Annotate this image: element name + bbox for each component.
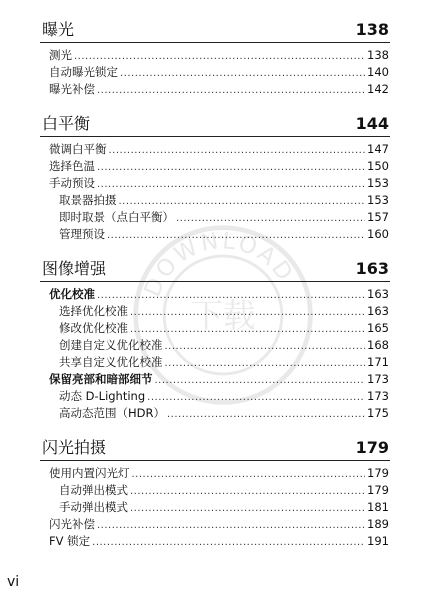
entry-label: FV 锁定 — [49, 534, 91, 548]
dot-leader — [132, 465, 366, 482]
entry-page-number: 150 — [367, 159, 389, 173]
svg-text:下载: 下载 — [190, 296, 256, 335]
section-title: 曝光 — [42, 20, 75, 39]
entry-label: 创建自定义优化校准 — [59, 338, 163, 352]
entry-label: 测光 — [49, 48, 72, 62]
dot-leader — [97, 81, 365, 98]
entry-page-number: 173 — [367, 389, 389, 403]
dot-leader — [176, 209, 365, 226]
dot-leader — [119, 192, 366, 209]
entry-page-number: 157 — [367, 210, 389, 224]
entry-label: 保留亮部和暗部细节 — [49, 372, 153, 386]
toc-section-exposure — [40, 14, 390, 108]
toc-subentry[interactable] — [40, 388, 390, 405]
toc-subentry[interactable] — [40, 482, 390, 499]
section-title: 闪光拍摄 — [42, 438, 107, 457]
dot-leader — [97, 175, 365, 192]
toc-subentry[interactable] — [40, 226, 390, 243]
dot-leader — [97, 158, 365, 175]
dot-leader — [165, 337, 366, 354]
entry-page-number: 147 — [367, 142, 389, 156]
dot-leader — [107, 226, 365, 243]
section-header[interactable] — [40, 14, 390, 43]
entry-label: 修改优化校准 — [59, 321, 128, 335]
dot-leader — [165, 354, 366, 371]
toc-subentry[interactable] — [40, 499, 390, 516]
dot-leader — [120, 64, 365, 81]
toc-subentry[interactable] — [40, 354, 390, 371]
dot-leader — [97, 516, 365, 533]
entry-page-number: 175 — [367, 406, 389, 420]
entry-label: 取景器拍摄 — [59, 193, 117, 207]
dot-leader — [92, 533, 365, 550]
toc-subentry[interactable] — [40, 320, 390, 337]
entry-page-number: 165 — [367, 321, 389, 335]
section-page-number: 179 — [355, 438, 389, 457]
section-title: 图像增强 — [42, 259, 107, 278]
toc-entry[interactable] — [40, 141, 390, 158]
dot-leader — [130, 320, 365, 337]
toc-subentry[interactable] — [40, 405, 390, 422]
entry-page-number: 179 — [367, 483, 389, 497]
svg-text:DOWNLOAD: DOWNLOAD — [139, 228, 300, 301]
entry-page-number: 191 — [367, 534, 389, 548]
dot-leader — [109, 141, 366, 158]
entry-page-number: 173 — [367, 372, 389, 386]
entry-label: 自动曝光锁定 — [49, 65, 118, 79]
toc-entry[interactable] — [40, 516, 390, 533]
entry-page-number: 168 — [367, 338, 389, 352]
entry-page-number: 138 — [367, 48, 389, 62]
section-header[interactable] — [40, 253, 390, 282]
section-page-number: 138 — [355, 20, 389, 39]
toc-entry[interactable] — [40, 175, 390, 192]
entry-page-number: 140 — [367, 65, 389, 79]
entry-label: 动态 D-Lighting — [59, 389, 146, 403]
page-number-footer: vi — [7, 574, 20, 590]
toc-entry[interactable] — [40, 533, 390, 550]
entry-label: 高动态范围（HDR） — [59, 406, 165, 420]
toc-entry[interactable] — [40, 64, 390, 81]
entry-page-number: 160 — [367, 227, 389, 241]
entry-page-number: 189 — [367, 517, 389, 531]
entry-label: 使用内置闪光灯 — [49, 466, 130, 480]
dot-leader — [130, 303, 365, 320]
entry-page-number: 179 — [367, 466, 389, 480]
section-page-number: 163 — [355, 259, 389, 278]
toc-subentry[interactable] — [40, 337, 390, 354]
section-header[interactable] — [40, 432, 390, 461]
entry-label: 微调白平衡 — [49, 142, 107, 156]
toc-entry[interactable] — [40, 465, 390, 482]
entry-label: 自动弹出模式 — [59, 483, 128, 497]
toc-entry[interactable] — [40, 81, 390, 98]
entry-page-number: 153 — [367, 176, 389, 190]
section-title: 白平衡 — [42, 114, 91, 133]
entry-label: 选择优化校准 — [59, 304, 128, 318]
dot-leader — [74, 47, 365, 64]
dot-leader — [130, 499, 365, 516]
section-page-number: 144 — [355, 114, 389, 133]
toc-entry[interactable] — [40, 47, 390, 64]
entry-label: 优化校准 — [49, 287, 95, 301]
dot-leader — [147, 388, 365, 405]
entry-label: 手动预设 — [49, 176, 95, 190]
toc-section-flash — [40, 432, 390, 560]
entry-page-number: 163 — [367, 304, 389, 318]
entry-label: 共享自定义优化校准 — [59, 355, 163, 369]
toc-entry[interactable] — [40, 158, 390, 175]
entry-page-number: 171 — [367, 355, 389, 369]
toc-subentry[interactable] — [40, 303, 390, 320]
entry-page-number: 153 — [367, 193, 389, 207]
toc-subentry[interactable] — [40, 209, 390, 226]
toc-section-white-balance — [40, 108, 390, 253]
table-of-contents — [40, 14, 390, 560]
entry-page-number: 181 — [367, 500, 389, 514]
entry-label: 选择色温 — [49, 159, 95, 173]
toc-entry[interactable] — [40, 371, 390, 388]
section-header[interactable] — [40, 108, 390, 137]
toc-entry[interactable] — [40, 286, 390, 303]
toc-section-image-enhancement — [40, 253, 390, 432]
dot-leader — [97, 286, 365, 303]
toc-subentry[interactable] — [40, 192, 390, 209]
dot-leader — [130, 482, 365, 499]
dot-leader — [167, 405, 365, 422]
entry-label: 闪光补偿 — [49, 517, 95, 531]
entry-page-number: 163 — [367, 287, 389, 301]
entry-label: 即时取景（点白平衡） — [59, 210, 174, 224]
entry-page-number: 142 — [367, 82, 389, 96]
entry-label: 手动弹出模式 — [59, 500, 128, 514]
entry-label: 曝光补偿 — [49, 82, 95, 96]
entry-label: 管理预设 — [59, 227, 105, 241]
dot-leader — [155, 371, 366, 388]
